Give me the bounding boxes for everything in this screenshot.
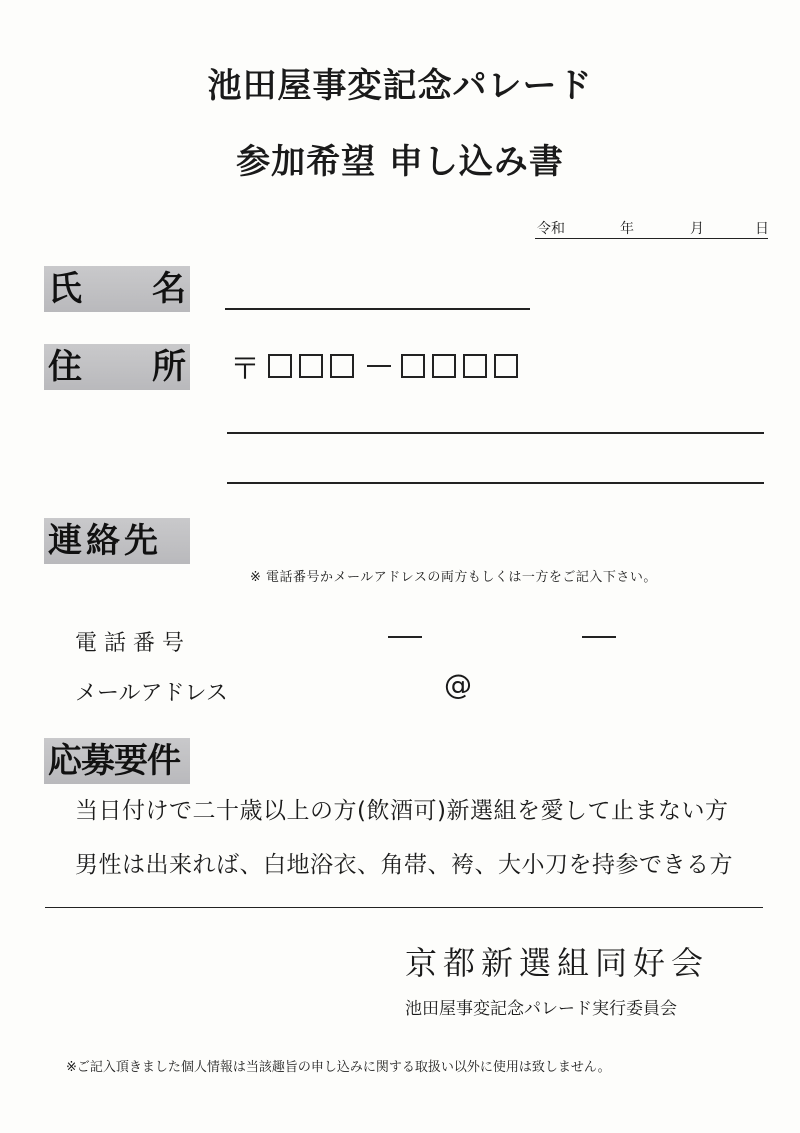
postal-digit-box[interactable] bbox=[463, 354, 487, 378]
address-input-line-2[interactable] bbox=[227, 482, 764, 484]
postal-digit-box[interactable] bbox=[299, 354, 323, 378]
requirements-section-label bbox=[44, 738, 190, 784]
form-subtitle: 参加希望 申し込み書 bbox=[236, 142, 564, 182]
postal-dash bbox=[367, 365, 391, 367]
address-section-label bbox=[44, 344, 190, 390]
name-label-first-char: 氏 bbox=[48, 269, 82, 309]
postal-digit-box[interactable] bbox=[268, 354, 292, 378]
organizer-committee: 池田屋事変記念パレード実行委員会 bbox=[405, 999, 677, 1019]
date-field[interactable] bbox=[535, 216, 768, 239]
address-input-line-1[interactable] bbox=[227, 432, 764, 434]
section-divider bbox=[45, 907, 763, 908]
mail-label: メールアドレス bbox=[75, 681, 228, 706]
postal-digit-box[interactable] bbox=[330, 354, 354, 378]
tel-dash-2 bbox=[582, 636, 616, 638]
date-year-label: 年 bbox=[620, 221, 634, 237]
at-sign: @ bbox=[444, 668, 472, 701]
name-input-line[interactable] bbox=[225, 308, 530, 310]
requirement-line-1: 当日付けで二十歳以上の方(飲酒可)新選組を愛して止まない方 bbox=[75, 798, 729, 824]
contact-section-label bbox=[44, 518, 190, 564]
name-label-second-char: 名 bbox=[152, 269, 186, 309]
requirements-label-text: 応募要件 bbox=[48, 741, 180, 781]
postal-digit-box[interactable] bbox=[494, 354, 518, 378]
tel-label: 電話番号 bbox=[75, 631, 192, 656]
date-month-label: 月 bbox=[690, 221, 704, 237]
postal-digit-box[interactable] bbox=[432, 354, 456, 378]
organizer-name: 京都新選組同好会 bbox=[405, 944, 710, 982]
contact-label-text: 連絡先 bbox=[48, 521, 162, 561]
postal-code-field[interactable] bbox=[230, 348, 525, 387]
postal-mark-icon: 〒 bbox=[230, 352, 260, 387]
date-era-label: 令和 bbox=[537, 221, 565, 237]
tel-dash-1 bbox=[388, 636, 422, 638]
contact-note: ※ 電話番号かメールアドレスの両方もしくは一方をご記入下さい。 bbox=[250, 570, 657, 585]
privacy-note: ※ご記入頂きました個人情報は当該趣旨の申し込みに関する取扱い以外に使用は致しません。 bbox=[66, 1060, 611, 1075]
postal-digit-box[interactable] bbox=[401, 354, 425, 378]
address-label-first-char: 住 bbox=[48, 347, 82, 387]
name-section-label bbox=[44, 266, 190, 312]
date-day-label: 日 bbox=[755, 221, 769, 237]
address-label-second-char: 所 bbox=[152, 347, 186, 387]
form-title: 池田屋事変記念パレード bbox=[207, 66, 593, 106]
requirement-line-2: 男性は出来れば、白地浴衣、角帯、袴、大小刀を持参できる方 bbox=[75, 852, 733, 878]
